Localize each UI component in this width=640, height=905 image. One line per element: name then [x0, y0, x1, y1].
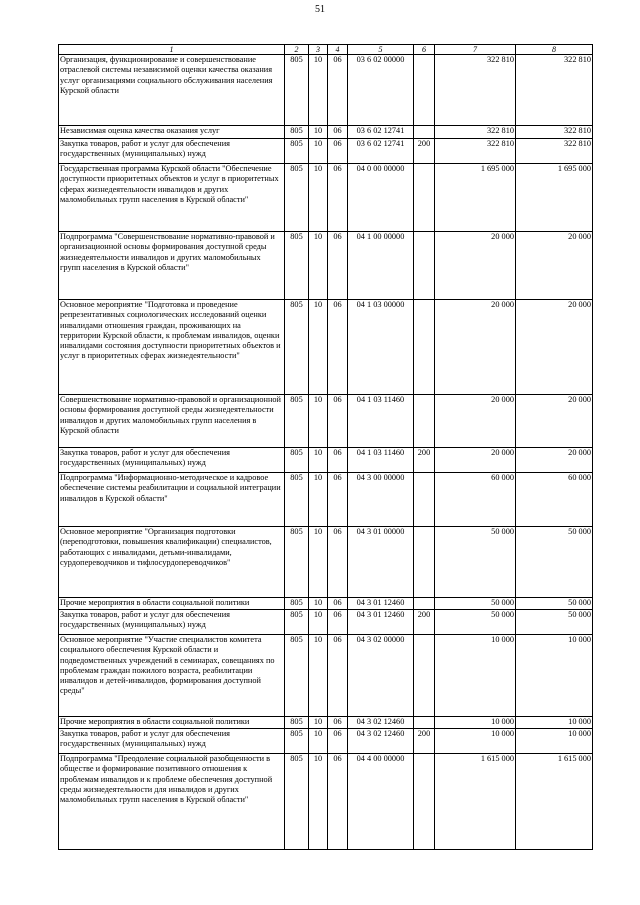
- expense-type-cell: [414, 300, 435, 395]
- target-article-cell: 04 3 01 12460: [348, 610, 414, 635]
- target-article-cell: 04 3 00 00000: [348, 473, 414, 527]
- row-name-cell: Основное мероприятие "Организация подготовки (переподготовки, повышения квалификации) специалистов, работающих с инвалидами, детьми-инвалидами, сурдопереводчиков и тифлосурдопереводчиков": [59, 527, 285, 598]
- table-row: [59, 635, 593, 717]
- amount-cell: 1 615 000: [516, 754, 593, 850]
- subsection-code-cell: 06: [328, 139, 348, 164]
- column-header: 5: [348, 45, 414, 55]
- section-code-cell: 10: [309, 164, 328, 232]
- expense-type-cell: [414, 126, 435, 139]
- row-name-cell: Государственная программа Курской области "Обеспечение доступности приоритетных объектов и услуг в приоритетных сферах жизнедеятельности инвалидов и других маломобильных групп населения в Курской области": [59, 164, 285, 232]
- amount-cell: 322 810: [435, 126, 516, 139]
- expense-type-cell: [414, 527, 435, 598]
- section-code-cell: 10: [309, 139, 328, 164]
- subsection-code-cell: 06: [328, 754, 348, 850]
- row-name-cell: Независимая оценка качества оказания услуг: [59, 126, 285, 139]
- amount-cell: 60 000: [435, 473, 516, 527]
- budget-table: [58, 44, 593, 850]
- row-name-cell: Подпрограмма "Преодоление социальной разобщенности в обществе и формирование позитивного отношения к проблемам инвалидов и к проблеме обеспечения доступной среды жизнедеятельности для инвалидов и других маломобильных групп населения в Курской области": [59, 754, 285, 850]
- subsection-code-cell: 06: [328, 598, 348, 610]
- row-name-cell: Подпрограмма "Совершенствование нормативно-правовой и организационной основы формирования доступной среды жизнедеятельности инвалидов и других маломобильных групп населения в Курской области": [59, 232, 285, 300]
- subsection-code-cell: 06: [328, 527, 348, 598]
- target-article-cell: 04 3 02 12460: [348, 717, 414, 729]
- amount-cell: 10 000: [516, 717, 593, 729]
- row-name-cell: Закупка товаров, работ и услуг для обеспечения государственных (муниципальных) нужд: [59, 448, 285, 473]
- target-article-cell: 04 1 00 00000: [348, 232, 414, 300]
- section-code-cell: 10: [309, 527, 328, 598]
- ministry-code-cell: 805: [285, 139, 309, 164]
- amount-cell: 1 695 000: [516, 164, 593, 232]
- ministry-code-cell: 805: [285, 729, 309, 754]
- expense-type-cell: 200: [414, 610, 435, 635]
- ministry-code-cell: 805: [285, 635, 309, 717]
- ministry-code-cell: 805: [285, 473, 309, 527]
- table-row: [59, 527, 593, 598]
- section-code-cell: 10: [309, 395, 328, 448]
- ministry-code-cell: 805: [285, 610, 309, 635]
- ministry-code-cell: 805: [285, 717, 309, 729]
- column-header: 1: [59, 45, 285, 55]
- table-row: [59, 448, 593, 473]
- header-row: [59, 45, 593, 55]
- column-header: 4: [328, 45, 348, 55]
- subsection-code-cell: 06: [328, 55, 348, 126]
- table-row: [59, 300, 593, 395]
- table-row: [59, 139, 593, 164]
- amount-cell: 20 000: [435, 395, 516, 448]
- section-code-cell: 10: [309, 55, 328, 126]
- section-code-cell: 10: [309, 635, 328, 717]
- section-code-cell: 10: [309, 126, 328, 139]
- row-name-cell: Закупка товаров, работ и услуг для обеспечения государственных (муниципальных) нужд: [59, 139, 285, 164]
- target-article-cell: 04 0 00 00000: [348, 164, 414, 232]
- section-code-cell: 10: [309, 232, 328, 300]
- section-code-cell: 10: [309, 717, 328, 729]
- amount-cell: 20 000: [516, 300, 593, 395]
- ministry-code-cell: 805: [285, 164, 309, 232]
- amount-cell: 50 000: [516, 598, 593, 610]
- target-article-cell: 04 1 03 00000: [348, 300, 414, 395]
- expense-type-cell: [414, 232, 435, 300]
- section-code-cell: 10: [309, 300, 328, 395]
- subsection-code-cell: 06: [328, 126, 348, 139]
- expense-type-cell: [414, 164, 435, 232]
- column-header: 8: [516, 45, 593, 55]
- amount-cell: 10 000: [516, 635, 593, 717]
- expense-type-cell: [414, 598, 435, 610]
- row-name-cell: Совершенствование нормативно-правовой и организационной основы формирования доступной среды жизнедеятельности инвалидов и других маломобильных групп населения в Курской области: [59, 395, 285, 448]
- ministry-code-cell: 805: [285, 395, 309, 448]
- section-code-cell: 10: [309, 729, 328, 754]
- table-row: [59, 598, 593, 610]
- amount-cell: 50 000: [516, 610, 593, 635]
- expense-type-cell: 200: [414, 729, 435, 754]
- amount-cell: 1 695 000: [435, 164, 516, 232]
- amount-cell: 60 000: [516, 473, 593, 527]
- subsection-code-cell: 06: [328, 300, 348, 395]
- amount-cell: 20 000: [435, 448, 516, 473]
- expense-type-cell: [414, 55, 435, 126]
- target-article-cell: 04 1 03 11460: [348, 395, 414, 448]
- table-row: [59, 164, 593, 232]
- target-article-cell: 04 3 02 00000: [348, 635, 414, 717]
- subsection-code-cell: 06: [328, 448, 348, 473]
- amount-cell: 50 000: [435, 527, 516, 598]
- amount-cell: 50 000: [435, 598, 516, 610]
- target-article-cell: 03 6 02 12741: [348, 139, 414, 164]
- row-name-cell: Прочие мероприятия в области социальной политики: [59, 598, 285, 610]
- target-article-cell: 04 3 02 12460: [348, 729, 414, 754]
- target-article-cell: 03 6 02 12741: [348, 126, 414, 139]
- ministry-code-cell: 805: [285, 55, 309, 126]
- expense-type-cell: [414, 473, 435, 527]
- row-name-cell: Организация, функционирование и совершенствование отраслевой системы независимой оценки качества оказания услуг организациями социального обслуживания населения Курской области: [59, 55, 285, 126]
- column-header: 6: [414, 45, 435, 55]
- subsection-code-cell: 06: [328, 729, 348, 754]
- amount-cell: 322 810: [516, 126, 593, 139]
- expense-type-cell: 200: [414, 139, 435, 164]
- subsection-code-cell: 06: [328, 164, 348, 232]
- amount-cell: 20 000: [516, 232, 593, 300]
- table-row: [59, 395, 593, 448]
- table-row: [59, 126, 593, 139]
- amount-cell: 20 000: [435, 300, 516, 395]
- amount-cell: 10 000: [435, 729, 516, 754]
- column-header: 2: [285, 45, 309, 55]
- subsection-code-cell: 06: [328, 473, 348, 527]
- row-name-cell: Прочие мероприятия в области социальной политики: [59, 717, 285, 729]
- row-name-cell: Подпрограмма "Информационно-методическое и кадровое обеспечение системы реабилитации и социальной интеграции инвалидов в Курской области": [59, 473, 285, 527]
- amount-cell: 1 615 000: [435, 754, 516, 850]
- table-row: [59, 717, 593, 729]
- page-number: 51: [315, 4, 325, 15]
- amount-cell: 20 000: [516, 448, 593, 473]
- expense-type-cell: [414, 395, 435, 448]
- expense-type-cell: 200: [414, 448, 435, 473]
- amount-cell: 20 000: [516, 395, 593, 448]
- table-row: [59, 232, 593, 300]
- table-row: [59, 729, 593, 754]
- row-name-cell: Основное мероприятие "Подготовка и проведение репрезентативных социологических исследований оценки инвалидами отношения граждан, проживающих на территории Курской области, к проблемам инвалидов, оценки инвалидами состояния доступности приоритетных объектов и услуг в приоритетных сферах жизнедеятельности": [59, 300, 285, 395]
- section-code-cell: 10: [309, 610, 328, 635]
- amount-cell: 50 000: [516, 527, 593, 598]
- amount-cell: 322 810: [516, 55, 593, 126]
- target-article-cell: 04 3 01 00000: [348, 527, 414, 598]
- amount-cell: 322 810: [435, 139, 516, 164]
- ministry-code-cell: 805: [285, 232, 309, 300]
- ministry-code-cell: 805: [285, 448, 309, 473]
- ministry-code-cell: 805: [285, 300, 309, 395]
- subsection-code-cell: 06: [328, 635, 348, 717]
- expense-type-cell: [414, 717, 435, 729]
- subsection-code-cell: 06: [328, 232, 348, 300]
- amount-cell: 10 000: [435, 717, 516, 729]
- table-row: [59, 754, 593, 850]
- table-row: [59, 610, 593, 635]
- subsection-code-cell: 06: [328, 610, 348, 635]
- target-article-cell: 04 3 01 12460: [348, 598, 414, 610]
- amount-cell: 322 810: [435, 55, 516, 126]
- section-code-cell: 10: [309, 473, 328, 527]
- expense-type-cell: [414, 635, 435, 717]
- ministry-code-cell: 805: [285, 527, 309, 598]
- subsection-code-cell: 06: [328, 395, 348, 448]
- row-name-cell: Закупка товаров, работ и услуг для обеспечения государственных (муниципальных) нужд: [59, 729, 285, 754]
- amount-cell: 10 000: [435, 635, 516, 717]
- row-name-cell: Закупка товаров, работ и услуг для обеспечения государственных (муниципальных) нужд: [59, 610, 285, 635]
- amount-cell: 322 810: [516, 139, 593, 164]
- amount-cell: 20 000: [435, 232, 516, 300]
- column-header: 7: [435, 45, 516, 55]
- expense-type-cell: [414, 754, 435, 850]
- section-code-cell: 10: [309, 448, 328, 473]
- ministry-code-cell: 805: [285, 598, 309, 610]
- row-name-cell: Основное мероприятие "Участие специалистов комитета социального обеспечения Курской области и подведомственных учреждений в семинарах, совещаниях по проблемам граждан пожилого возраста, реабилитации инвалидов и детей-инвалидов, формирования доступной среды": [59, 635, 285, 717]
- column-header: 3: [309, 45, 328, 55]
- target-article-cell: 04 1 03 11460: [348, 448, 414, 473]
- section-code-cell: 10: [309, 754, 328, 850]
- amount-cell: 10 000: [516, 729, 593, 754]
- target-article-cell: 04 4 00 00000: [348, 754, 414, 850]
- target-article-cell: 03 6 02 00000: [348, 55, 414, 126]
- amount-cell: 50 000: [435, 610, 516, 635]
- table-row: [59, 55, 593, 126]
- subsection-code-cell: 06: [328, 717, 348, 729]
- ministry-code-cell: 805: [285, 126, 309, 139]
- table-row: [59, 473, 593, 527]
- ministry-code-cell: 805: [285, 754, 309, 850]
- section-code-cell: 10: [309, 598, 328, 610]
